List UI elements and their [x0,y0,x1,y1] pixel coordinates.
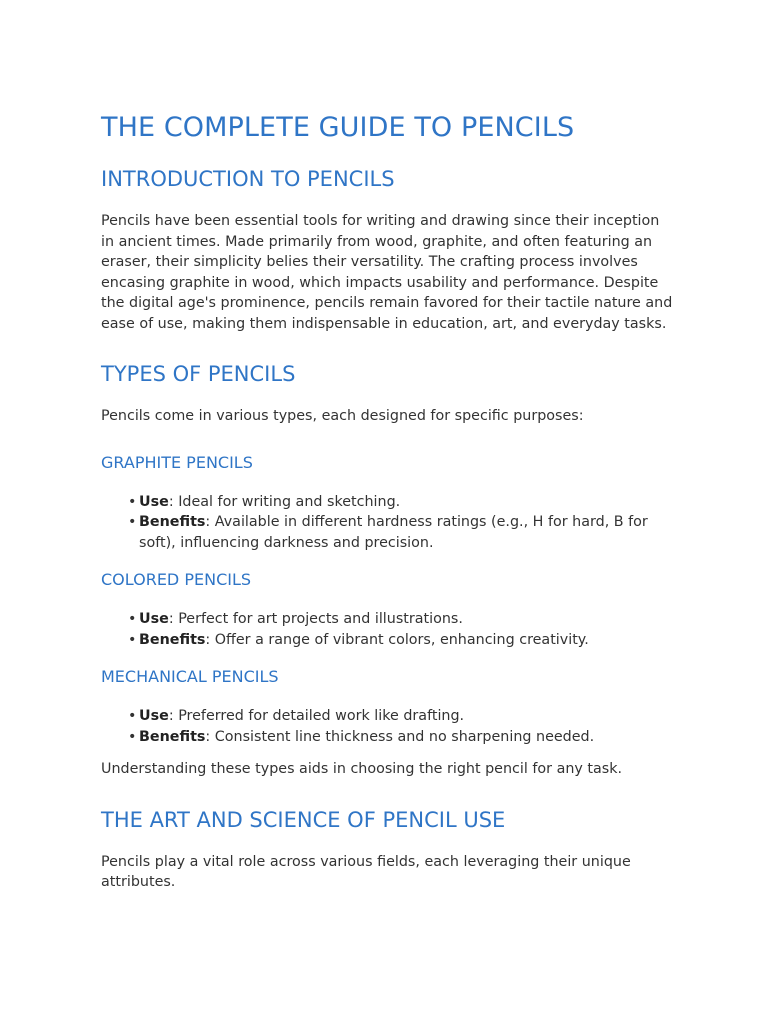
benefits-label: Benefits [139,514,206,530]
graphite-list [101,492,676,554]
types-closing: Understanding these types aids in choosing the right pencil for any task. [101,761,623,777]
benefits-label: Benefits [139,728,206,745]
use-text: : Ideal for writing and sketching. [168,493,401,510]
benefits-text: : Available in different hardness ratings (e.g., H for hard, B for soft), influencing darkness and precision. [139,514,648,551]
use-label: Use [139,611,169,627]
page-title: THE COMPLETE GUIDE TO PENCILS [101,112,575,143]
art-science-heading: THE ART AND SCIENCE OF PENCIL USE [101,807,506,832]
colored-heading: COLORED PENCILS [101,570,252,589]
benefits-text: : Consistent line thickness and no sharpening needed. [205,728,595,745]
mechanical-heading: MECHANICAL PENCILS [101,667,279,686]
graphite-heading: GRAPHITE PENCILS [101,452,253,472]
art-science-paragraph: Pencils play a vital role across various fields, each leveraging their unique attributes. [101,853,631,890]
intro-paragraph: Pencils have been essential tools for writing and drawing since their inception in ancient times. Made primarily from wood, graphite, and often featuring an eraser, their simplicity belies their versatility. The crafting process involves encasing graphite in wood, which impacts usability and performance. Despite the digital age's prominence, pencils remain favored for their tactile nature and ease of use, making them indispensable in education, art, and everyday tasks. [101,213,673,332]
use-text: : Perfect for art projects and illustrations. [168,611,463,627]
benefits-label: Benefits [139,631,206,648]
list-item [128,727,676,748]
types-lead: Pencils come in various types, each designed for specific purposes: [101,408,584,424]
intro-heading: INTRODUCTION TO PENCILS [101,167,395,191]
list-item [128,706,676,727]
colored-list [101,609,676,650]
types-heading: TYPES OF PENCILS [101,362,296,386]
list-item [128,630,676,651]
benefits-text: : Offer a range of vibrant colors, enhancing creativity. [205,631,589,648]
use-label: Use [139,493,169,510]
list-item [128,512,676,553]
mechanical-list [101,706,676,747]
list-item [128,609,676,630]
list-item [128,492,676,513]
use-text: : Preferred for detailed work like drafting. [168,708,465,724]
use-label: Use [139,708,169,724]
